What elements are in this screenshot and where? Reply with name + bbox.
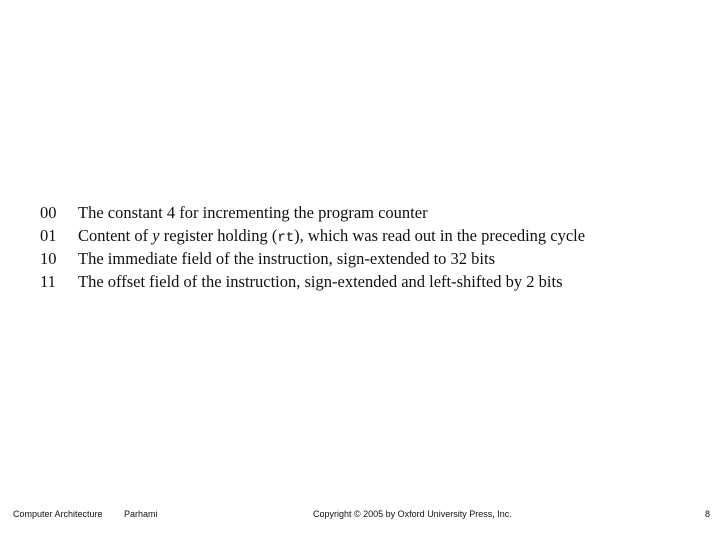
description-text: register holding ( <box>159 226 278 245</box>
table-row <box>40 201 585 224</box>
description-text: Content of <box>78 226 153 245</box>
table-row <box>40 270 585 293</box>
footer-author: Parhami <box>124 509 158 519</box>
footer-course: Computer Architecture <box>13 509 103 519</box>
select-description: The immediate field of the instruction, sign-extended to 32 bits <box>78 249 495 268</box>
select-code: 11 <box>40 272 56 291</box>
table-row <box>40 247 585 270</box>
footer-copyright: Copyright © 2005 by Oxford University Press, Inc. <box>313 509 512 519</box>
description-text: ), which was read out in the preceding cycle <box>294 226 586 245</box>
select-code: 10 <box>40 249 57 268</box>
select-code: 00 <box>40 203 57 222</box>
operand-select-table <box>40 201 585 293</box>
register-variable: y <box>152 226 160 245</box>
select-description: The constant 4 for incrementing the program counter <box>78 203 428 222</box>
select-description: The offset field of the instruction, sign-extended and left-shifted by 2 bits <box>78 272 563 291</box>
page-number: 8 <box>705 509 711 519</box>
table-row <box>40 224 585 247</box>
register-name: rt <box>277 230 295 246</box>
select-code: 01 <box>40 226 57 245</box>
